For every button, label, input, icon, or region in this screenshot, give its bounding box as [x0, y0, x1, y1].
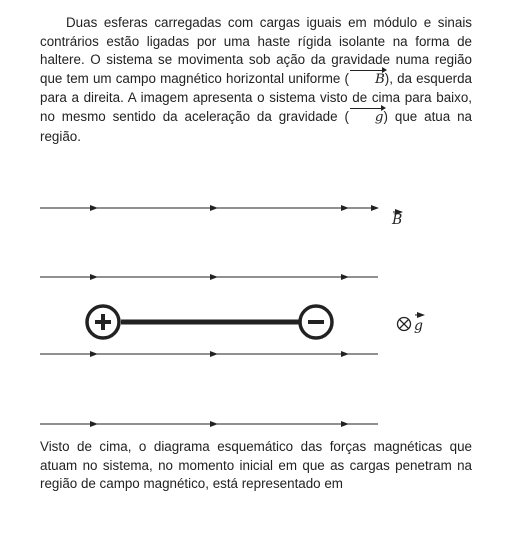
intro-paragraph — [40, 14, 472, 146]
intro-text-2: ), da esquerda para a direita. A imagem apresenta o sistema visto de cima para baixo, no mesmo sentido da aceleração da gravidade ( — [40, 70, 472, 124]
gravity-label-text: g — [414, 318, 423, 334]
b-vector-symbol: B — [349, 71, 385, 90]
intro-text-3: ) que atua na região. — [40, 108, 472, 144]
field-label-text: B — [392, 212, 403, 228]
gravity-symbol: ⊗ — [404, 326, 405, 327]
into-page-icon — [398, 318, 411, 331]
g-vector-symbol: g — [349, 109, 384, 128]
positive-sphere — [87, 306, 119, 338]
negative-sphere — [300, 306, 332, 338]
gravity-indicator — [398, 315, 425, 334]
dumbbell — [87, 306, 332, 338]
intro-text-1: Duas esferas carregadas com cargas iguais em módulo e sinais contrários estão ligadas por uma haste rígida isolante na forma de haltere. O sistema se movimenta sob ação da gravidade numa região que tem um campo magnético horizontal uniforme ( — [40, 15, 472, 86]
question-paragraph: Visto de cima, o diagrama esquemático das forças magnéticas que atuam no sistema, no momento inicial em que as cargas penetram na região de campo magnético, está representado em — [40, 439, 472, 492]
field-label — [391, 212, 402, 228]
magnetic-field-diagram — [0, 192, 512, 432]
